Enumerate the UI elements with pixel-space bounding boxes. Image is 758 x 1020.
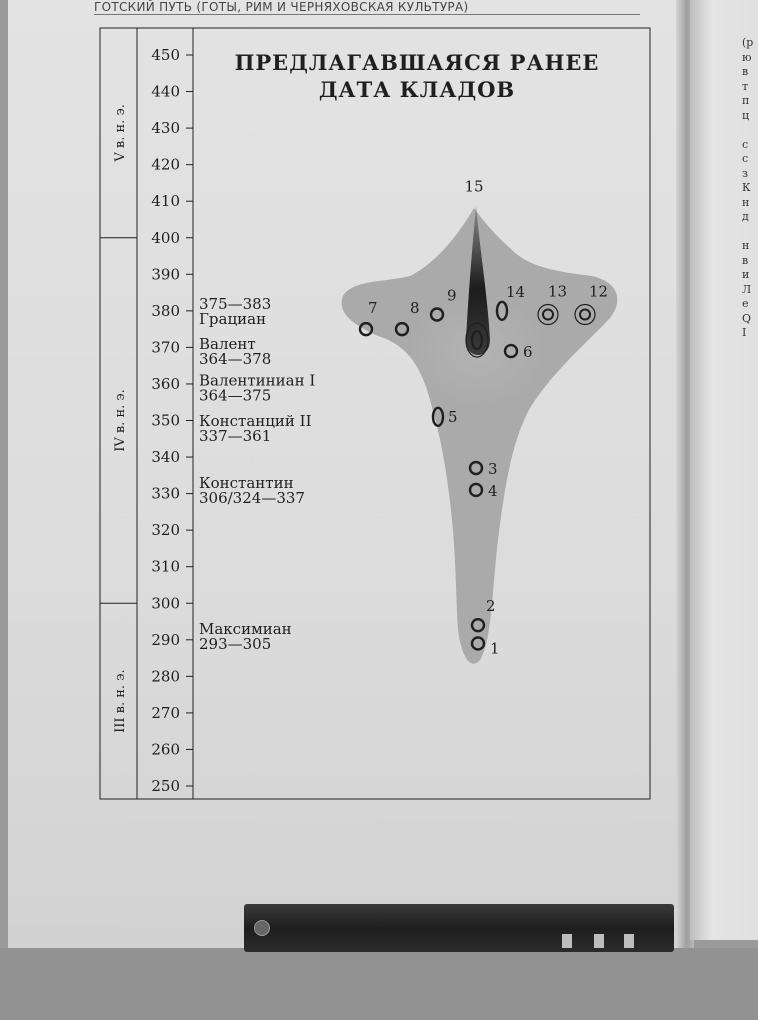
y-tick-label: 260 [151, 740, 180, 759]
facing-page-text-fragment: ю [742, 50, 752, 64]
y-tick-label: 380 [151, 301, 180, 320]
y-tick-label: 350 [151, 411, 180, 430]
emperor-labels [199, 295, 315, 653]
facing-page-text-fragment: ц [742, 108, 750, 122]
chart-title-line-2: ДАТА КЛАДОВ [318, 77, 516, 102]
hoard-label: 15 [464, 177, 484, 196]
emperor-label-line: 306/324—337 [199, 488, 305, 507]
running-head: ГОТСКИЙ ПУТЬ (ГОТЫ, РИМ И ЧЕРНЯХОВСКАЯ КУЛЬТУРА) [94, 0, 469, 14]
chart-title-line-1: ПРЕДЛАГАВШАЯСЯ РАНЕЕ [234, 50, 600, 75]
facing-page-text-fragment: Л [742, 282, 752, 296]
hoard-label: 14 [506, 282, 526, 301]
emperor-label-line: Валент [199, 335, 256, 354]
y-tick-label: 320 [151, 521, 180, 540]
hoard-label: 4 [488, 481, 498, 500]
facing-page-text-fragment: (р [742, 36, 754, 49]
y-tick-label: 430 [151, 119, 180, 138]
hoard-label: 8 [410, 299, 420, 318]
hoard-label: 6 [523, 343, 533, 362]
facing-page-text-fragment: н [742, 239, 750, 252]
y-tick-label: 250 [151, 777, 180, 795]
y-tick-label: 340 [151, 448, 180, 467]
y-tick-label: 360 [151, 374, 180, 393]
hoard-label: 3 [488, 460, 498, 479]
century-label: III в. н. э. [113, 669, 128, 733]
y-tick-label: 280 [151, 667, 180, 686]
y-tick-label: 450 [151, 46, 180, 64]
emperor-label-line: Грациан [199, 309, 267, 328]
hoard-label: 5 [448, 407, 458, 426]
emperor-label-line: 364—375 [199, 386, 272, 405]
chart-title [235, 50, 600, 102]
chart-frame [100, 28, 650, 799]
facing-page-text-fragment: з [742, 166, 748, 180]
hoard-label: 2 [486, 597, 496, 616]
year-axis [151, 46, 193, 795]
emperor-label-line: Константин [199, 473, 294, 492]
y-tick-label: 270 [151, 703, 180, 722]
facing-page-text-fragment: К [742, 181, 751, 194]
facing-page-text-fragment: е [742, 297, 749, 310]
facing-page-text-fragment: в [742, 253, 749, 267]
facing-page-text-fragment: д [742, 210, 749, 223]
emperor-label-line: 337—361 [199, 426, 272, 445]
emperor-label-line: 375—383 [199, 294, 272, 313]
emperor-label-line: Валентиниан I [199, 371, 316, 390]
facing-page-text-fragment: н [742, 195, 750, 209]
facing-page-text-fragment: Q [742, 311, 752, 325]
hoard-label: 13 [548, 282, 568, 301]
y-tick-label: 370 [151, 338, 180, 357]
y-tick-label: 410 [151, 192, 180, 211]
y-tick-label: 390 [151, 265, 180, 284]
emperor-label-line: Констанций II [199, 411, 312, 430]
facing-page-text-fragment: с [742, 152, 749, 165]
hoard-label: 9 [447, 286, 457, 305]
y-tick-label: 420 [151, 155, 180, 174]
hoard-label: 1 [490, 639, 500, 658]
facing-page-text-fragment: I [742, 326, 747, 339]
facing-page-text-fragment: и [742, 268, 750, 281]
facing-page-text-fragment: т [742, 79, 749, 93]
y-tick-label: 310 [151, 557, 180, 576]
emperor-label-line: Максимиан [199, 620, 292, 639]
century-label: IV в. н. э. [113, 389, 128, 452]
hoard-label: 7 [368, 299, 378, 318]
emperor-label-line: 293—305 [199, 635, 272, 654]
y-tick-label: 330 [151, 484, 180, 503]
facing-page-text-fragment: в [742, 65, 749, 78]
facing-page-text-fragment: п [742, 94, 750, 107]
century-label: V в. н. э. [113, 104, 128, 162]
y-tick-label: 440 [151, 82, 180, 101]
facing-page-text-fragment: с [742, 137, 749, 151]
y-tick-label: 400 [151, 228, 180, 247]
century-column [100, 104, 137, 733]
emperor-label-line: 364—378 [199, 350, 272, 369]
hoard-label: 12 [589, 282, 609, 301]
y-tick-label: 290 [151, 630, 180, 649]
y-tick-label: 300 [151, 594, 180, 613]
